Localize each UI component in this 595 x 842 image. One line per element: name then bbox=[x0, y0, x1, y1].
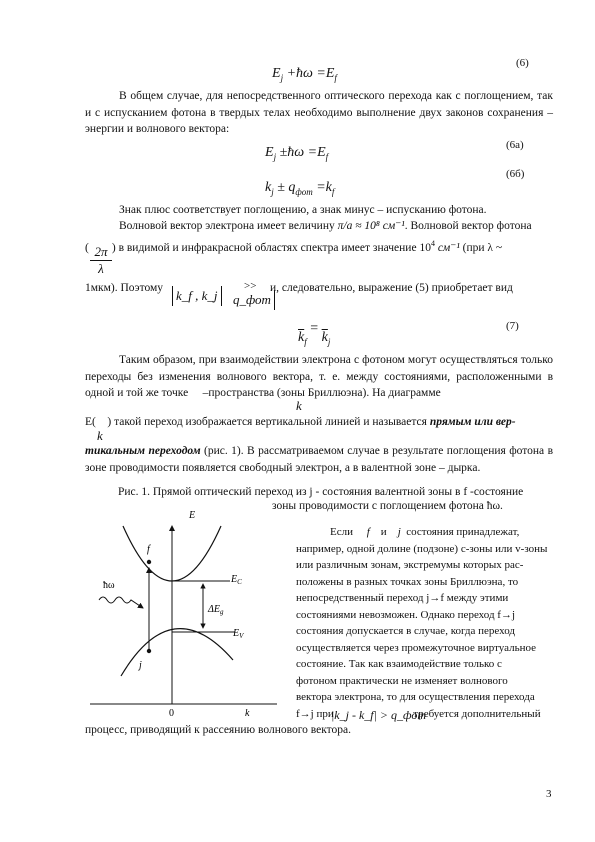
photon-wave bbox=[99, 597, 143, 608]
wave-vector-text-1: Волновой вектор электрона имеет величину bbox=[119, 220, 335, 232]
therefore-text-2: и, следовательно, выражение (5) приобретает вид bbox=[270, 282, 513, 294]
ev-label: $E_V$ bbox=[233, 628, 244, 640]
energy-axis-label: E bbox=[189, 510, 196, 521]
term-direct-vertical-2: тикальным переходом bbox=[85, 445, 201, 457]
transitions-text-2: –пространства (зоны Бриллюэна). На диаграмме bbox=[202, 387, 441, 399]
transitions-text-3: такой переход изображается вертикальной линией и называется bbox=[114, 416, 427, 428]
ec-label: $E_C$ bbox=[231, 574, 242, 586]
equation-6-number: (6) bbox=[516, 57, 529, 69]
band-diagram bbox=[85, 508, 285, 720]
equation-6b: $k_j \pm q_{фот} =k_f$ bbox=[265, 180, 335, 197]
photon-open-paren: ( bbox=[85, 241, 89, 254]
right-line-7: состояния допускается в случае, когда переход bbox=[296, 625, 516, 637]
eq7-right: $\overline{k}_j$ bbox=[321, 330, 331, 347]
transitions-line-2 bbox=[85, 414, 553, 431]
right-last-b: требуется дополнительный bbox=[413, 707, 541, 720]
page-number: 3 bbox=[546, 788, 552, 800]
j-label: j bbox=[139, 660, 142, 671]
final-line: процесс, приводящий к рассеянию волнового вектора. bbox=[85, 724, 352, 736]
photon-text-3: в видимой и инфракрасной областях спектра имеет значение 10 bbox=[118, 241, 431, 254]
photon-close-paren: ) bbox=[111, 241, 116, 254]
k-axis-label: k bbox=[245, 708, 250, 719]
paragraph-wave-vector bbox=[85, 218, 553, 235]
fraction-numerator: 2π bbox=[90, 244, 112, 261]
right-line-8: осуществляется через промежуточное виртуальное bbox=[296, 641, 536, 654]
gap-label: $\Delta E_g$ bbox=[208, 604, 224, 616]
right-line-9: состояние. Так как взаимодействие только с bbox=[296, 658, 502, 670]
right-last-a: f→j при bbox=[296, 707, 334, 720]
figure-caption-line-2: зоны проводимости с поглощением фотона ħω. bbox=[272, 500, 503, 512]
right-line-2: например, одной долине (подзоне) c-зоны или v-зоны bbox=[296, 542, 548, 555]
paragraph-sign-meaning: Знак плюс соответствует поглощению, а знак минус – испусканию фотона. bbox=[119, 204, 487, 216]
k-symbol-1: k bbox=[296, 398, 302, 413]
eq7-left: $\overline{k}_f$ bbox=[298, 330, 307, 347]
right-line-10: фотоном практически не изменяет волнового bbox=[296, 674, 508, 687]
right-and: и bbox=[380, 526, 387, 538]
right-column-text bbox=[296, 524, 552, 722]
e-close: ) bbox=[107, 416, 112, 428]
wave-vector-text-2: . Волновой вектор фотона bbox=[404, 220, 532, 232]
transitions-line-3 bbox=[85, 443, 553, 476]
term-direct-vertical-1: прямым или вер- bbox=[429, 416, 516, 428]
k-axis-zero: 0 bbox=[169, 708, 174, 719]
valence-band-curve bbox=[121, 629, 233, 676]
photon-text-4: (при λ ~ bbox=[462, 241, 503, 254]
photon-exponent: 4 bbox=[430, 239, 435, 248]
transitions-text-4: (рис. 1). В рассматриваемом случае в результате поглощения фотона в зоне проводимости появляется свободный электрон, а в валентной зоне – дырка. bbox=[85, 445, 554, 474]
right-line-1 bbox=[296, 524, 552, 541]
equation-6: $E_j$ +ħω $=E_f$ bbox=[272, 66, 337, 83]
eq7-equals: = bbox=[310, 321, 319, 336]
paragraph-transitions bbox=[85, 352, 553, 402]
k-symbol-2: k bbox=[97, 428, 103, 443]
abs-q-photon: q_фот bbox=[230, 290, 275, 310]
therefore-text: 1мкм). Поэтому bbox=[85, 282, 164, 294]
photon-label: ħω bbox=[103, 580, 115, 591]
equation-6a: $E_j$ ±ħω $=E_f$ bbox=[265, 145, 329, 162]
f-label: f bbox=[147, 544, 150, 555]
right-line-11: вектора электрона, то для осуществления перехода bbox=[296, 691, 535, 703]
fraction-denominator: λ bbox=[98, 261, 104, 276]
right-line-5: непосредственный переход j→f между этими bbox=[296, 592, 509, 604]
equation-6b-number: (6б) bbox=[506, 168, 525, 180]
equation-7-number: (7) bbox=[506, 320, 519, 332]
photon-unit: см⁻¹ bbox=[437, 241, 460, 254]
right-if: Если bbox=[330, 526, 353, 538]
right-j: j bbox=[397, 526, 401, 538]
right-rest: состояния принадлежат, bbox=[406, 526, 520, 538]
figure-caption-line-1: Рис. 1. Прямой оптический переход из j - состояния валентной зоны в f -состояние bbox=[118, 486, 524, 498]
right-line-6: состояниями невозможен. Однако переход f→j bbox=[296, 608, 516, 621]
paragraph-conservation-laws: В общем случае, для непосредственного оптического перехода как с поглощением, так и с испусканием фотона в твердых телах необходимо выполнение двух законов сохранения – энергии и волнового вектора: bbox=[85, 90, 553, 135]
therefore-line bbox=[85, 280, 163, 296]
equation-6a-number: (6а) bbox=[506, 139, 524, 151]
right-line-3: или различным зонам, экстремумы которых рас- bbox=[296, 559, 524, 571]
photon-vector-line bbox=[85, 236, 553, 256]
much-greater-sign: >> bbox=[244, 280, 257, 292]
abs-k-vectors: k_f , k_j bbox=[172, 286, 222, 306]
j-state-dot bbox=[147, 649, 151, 653]
e-open: E( bbox=[85, 416, 96, 428]
scattering-condition: |k_j - k_f| > q_фот bbox=[331, 708, 427, 722]
right-line-4: положены в разных точках зоны Бриллюэна, то bbox=[296, 575, 519, 588]
two-pi-over-lambda bbox=[90, 244, 112, 277]
right-f: f bbox=[366, 526, 370, 538]
f-state-dot bbox=[147, 560, 151, 564]
transitions-text-1: Таким образом, при взаимодействии электрона с фотоном могут осуществляться только переходы без изменения волнового вектора, т. е. между состояниями, расположенными в одной и той же точке bbox=[85, 354, 553, 399]
wave-vector-formula: π/a ≈ 10⁸ см⁻¹ bbox=[337, 220, 405, 232]
equation-7 bbox=[298, 321, 331, 347]
